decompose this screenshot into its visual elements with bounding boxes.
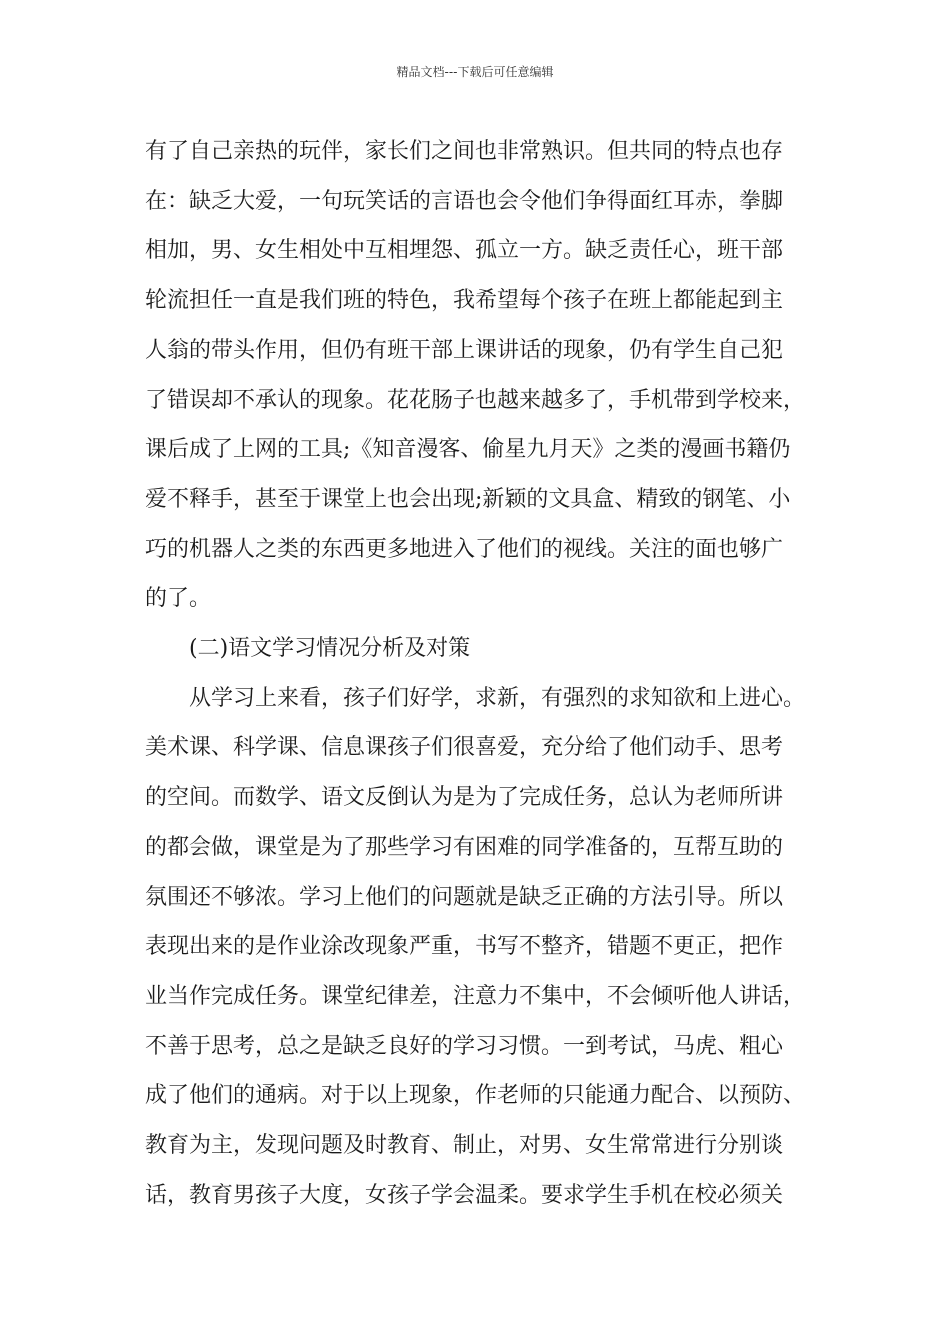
text-line: 的都会做，课堂是为了那些学习有困难的同学准备的，互帮互助的 (145, 834, 784, 860)
text-line: 有了自己亲热的玩伴，家长们之间也非常熟识。但共同的特点也存 (145, 139, 784, 164)
text-line: 不善于思考，总之是缺乏良好的学习习惯。一到考试，马虎、粗心 (145, 1033, 784, 1059)
text-line: 相加，男、女生相处中互相埋怨、孤立一方。缺乏责任心，班干部 (145, 238, 784, 264)
section-heading: (二)语文学习情况分析及对策 (189, 636, 471, 661)
page-header: 精品文档---下载后可任意编辑 (396, 65, 554, 79)
text-line: 的空间。而数学、语文反倒认为是为了完成任务，总认为老师所讲 (145, 785, 784, 811)
text-line: 人翁的带头作用，但仍有班干部上课讲话的现象，仍有学生自己犯 (145, 337, 784, 363)
text-line: 话，教育男孩子大度，女孩子学会温柔。要求学生手机在校必须关 (145, 1182, 784, 1208)
text-line: 巧的机器人之类的东西更多地进入了他们的视线。关注的面也够广 (145, 536, 784, 562)
text-line: 业当作完成任务。课堂纪律差，注意力不集中，不会倾听他人讲话， (145, 983, 806, 1009)
text-line: 课后成了上网的工具;《知音漫客、偷星九月天》之类的漫画书籍仍 (145, 437, 791, 463)
text-line: 爱不释手，甚至于课堂上也会出现;新颖的文具盒、精致的钢笔、小 (145, 486, 791, 512)
text-line: 成了他们的通病。对于以上现象，作老师的只能通力配合、以预防、 (145, 1083, 806, 1109)
text-line: 美术课、科学课、信息课孩子们很喜爱，充分给了他们动手、思考 (145, 735, 784, 761)
text-line: 教育为主，发现问题及时教育、制止，对男、女生常常进行分别谈 (145, 1133, 784, 1158)
text-line: 轮流担任一直是我们班的特色，我希望每个孩子在班上都能起到主 (145, 288, 784, 314)
text-line: 在：缺乏大爱，一句玩笑话的言语也会令他们争得面红耳赤，拳脚 (145, 188, 784, 214)
text-line: 氛围还不够浓。学习上他们的问题就是缺乏正确的方法引导。所以 (145, 884, 784, 910)
text-line: 了错误却不承认的现象。花花肠子也越来越多了，手机带到学校来， (145, 387, 806, 413)
text-line: 从学习上来看，孩子们好学，求新，有强烈的求知欲和上进心。 (189, 685, 806, 711)
text-line: 表现出来的是作业涂改现象严重，书写不整齐，错题不更正，把作 (145, 934, 784, 960)
text-line: 的了。 (145, 586, 212, 612)
